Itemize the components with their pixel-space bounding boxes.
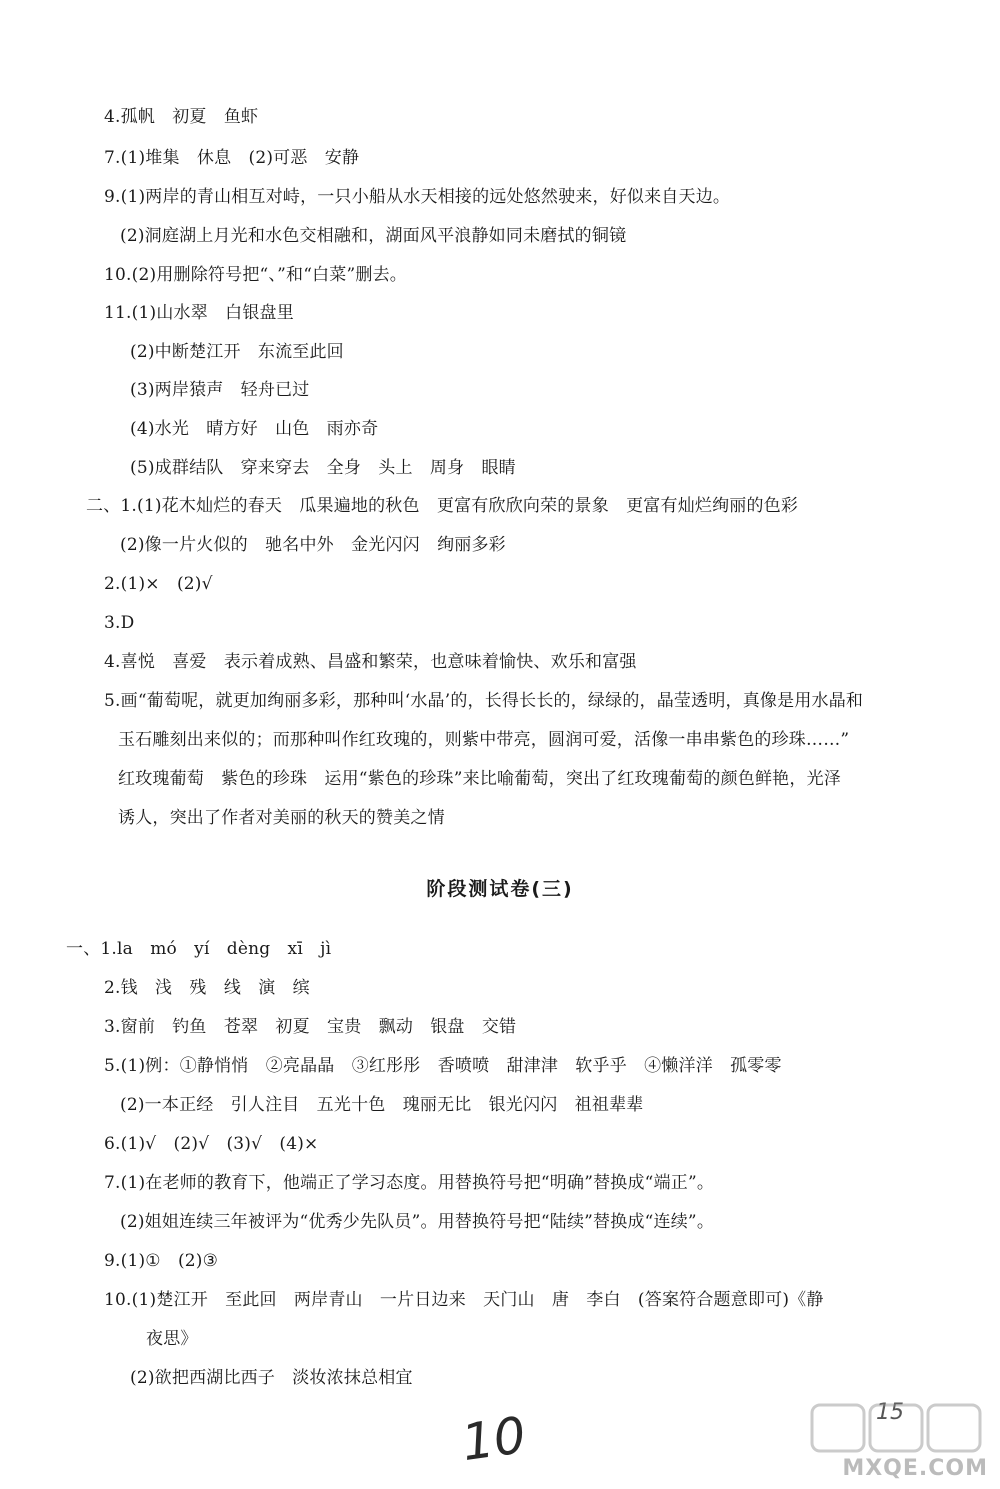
answer-line: 10.(2)用删除符号把“、”和“白菜”删去。 — [104, 265, 407, 285]
answer-line: (2)洞庭湖上月光和水色交相融和，湖面风平浪静如同未磨拭的铜镜 — [120, 226, 627, 246]
answer-line: 7.(1)在老师的教育下，他端正了学习态度。用替换符号把“明确”替换成“端正”。 — [104, 1173, 715, 1193]
answer-line: 5.画“葡萄呢，就更加绚丽多彩，那种叫‘水晶’的，长得长长的，绿绿的，晶莹透明，真像是用水晶和 — [104, 691, 864, 711]
watermark-url: MXQE.COM — [842, 1456, 988, 1481]
answer-line: (2)欲把西湖比西子 淡妆浓抹总相宜 — [130, 1368, 413, 1388]
answer-line: (2)姐姐连续三年被评为“优秀少先队员”。用替换符号把“陆续”替换成“连续”。 — [120, 1212, 715, 1232]
answer-line: 10.(1)楚江开 至此回 两岸青山 一片日边来 天门山 唐 李白 (答案符合题意即可)《静 — [104, 1290, 824, 1310]
section-title: 阶段测试卷(三) — [426, 878, 574, 900]
answer-line: 11.(1)山水翠 白银盘里 — [104, 303, 294, 323]
answer-line: 2.钱 浅 残 线 演 缤 — [104, 978, 310, 998]
answer-line: 4.喜悦 喜爱 表示着成熟、昌盛和繁荣，也意味着愉快、欢乐和富强 — [104, 652, 637, 672]
answer-line: 3.窗前 钓鱼 苍翠 初夏 宝贵 飘动 银盘 交错 — [104, 1017, 517, 1037]
answer-line: 9.(1)① (2)③ — [104, 1251, 219, 1271]
handwritten-page-number: 10 — [458, 1405, 530, 1473]
answer-line: 7.(1)堆集 休息 (2)可恶 安静 — [104, 148, 360, 168]
answer-line: 一、1.la mó yí dèng xī jì — [66, 939, 332, 959]
answer-line: 2.(1)× (2)√ — [104, 574, 213, 594]
answer-line: 4.孤帆 初夏 鱼虾 — [104, 107, 259, 127]
answer-line: (2)一本正经 引人注目 五光十色 瑰丽无比 银光闪闪 祖祖辈辈 — [120, 1095, 644, 1115]
answer-line: 红玫瑰葡萄 紫色的珍珠 运用“紫色的珍珠”来比喻葡萄，突出了红玫瑰葡萄的颜色鲜艳，光泽 — [118, 769, 841, 789]
answer-line: (3)两岸猿声 轻舟已过 — [130, 380, 310, 400]
answer-line: (2)像一片火似的 驰名中外 金光闪闪 绚丽多彩 — [120, 535, 506, 555]
answer-line: (4)水光 晴方好 山色 雨亦奇 — [130, 419, 379, 439]
answer-line: 3.D — [104, 613, 135, 633]
answer-line: (2)中断楚江开 东流至此回 — [130, 342, 344, 362]
answer-line: 二、1.(1)花木灿烂的春天 瓜果遍地的秋色 更富有欣欣向荣的景象 更富有灿烂绚丽的色彩 — [86, 496, 799, 516]
answer-line: 玉石雕刻出来似的；而那种叫作红玫瑰的，则紫中带亮，圆润可爱，活像一串串紫色的珍珠……” — [118, 730, 850, 750]
answer-line: 5.(1)例：①静悄悄 ②亮晶晶 ③红彤彤 香喷喷 甜津津 软乎乎 ④懒洋洋 孤零零 — [104, 1056, 782, 1076]
answer-line: 诱人，突出了作者对美丽的秋天的赞美之情 — [118, 808, 445, 828]
answer-line: 9.(1)两岸的青山相互对峙，一只小船从水天相接的远处悠然驶来，好似来自天边。 — [104, 187, 731, 207]
answer-line: 6.(1)√ (2)√ (3)√ (4)× — [104, 1134, 319, 1154]
printed-page-number: 15 — [876, 1400, 904, 1425]
answer-line: (5)成群结队 穿来穿去 全身 头上 周身 眼睛 — [130, 458, 516, 478]
answer-line: 夜思》 — [146, 1329, 198, 1349]
